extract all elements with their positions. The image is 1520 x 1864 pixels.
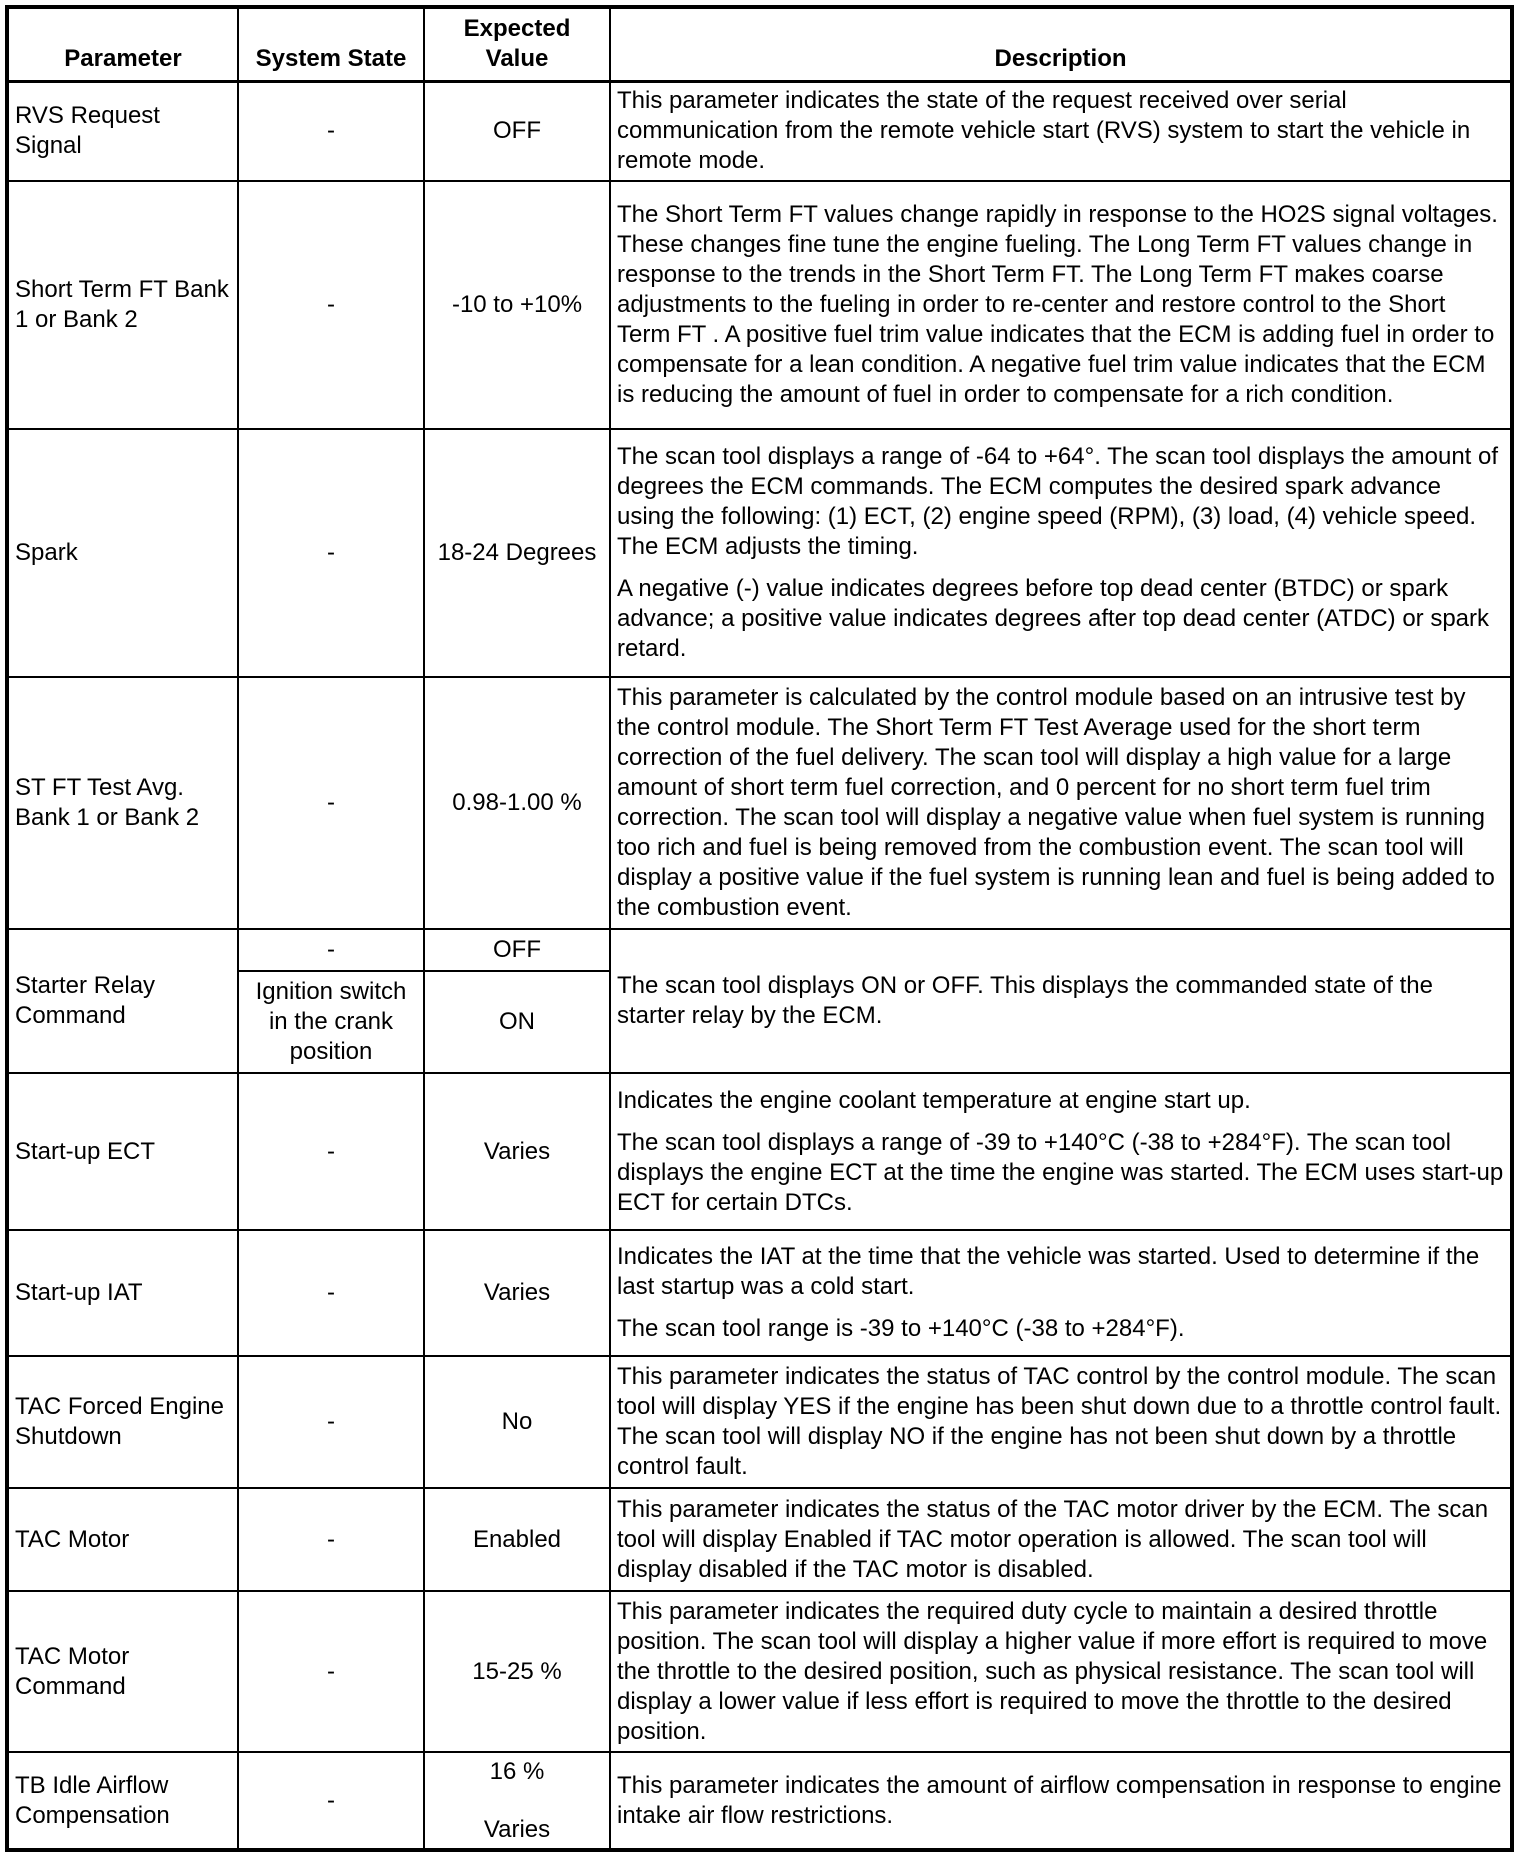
header-system-state: System State: [238, 7, 424, 81]
expected-value: 15-25 %: [424, 1591, 610, 1752]
expected-value: Varies: [483, 1815, 551, 1843]
expected-value: No: [424, 1356, 610, 1488]
description: [610, 1488, 1512, 1591]
description: [610, 1752, 1512, 1850]
table-row: [7, 1488, 1512, 1591]
description-paragraph: This parameter indicates the status of the TAC motor driver by the ECM. The scan tool will display Enabled if TAC motor operation is allowed. The scan tool will display disabled if the TAC motor is disabled.: [617, 1495, 1489, 1583]
system-state: -: [238, 1356, 424, 1488]
parameter-name: Start-up IAT: [7, 1230, 238, 1356]
system-state: -: [238, 677, 424, 929]
expected-values: [424, 1752, 610, 1850]
description: [610, 1230, 1512, 1356]
table-row: [7, 1073, 1512, 1230]
parameter-name: TAC Motor Command: [7, 1591, 238, 1752]
parameter-name: TB Idle Airflow Compensation: [7, 1752, 238, 1850]
parameter-name: Spark: [7, 429, 238, 677]
parameter-table: [5, 5, 1514, 1852]
system-state: -: [238, 181, 424, 429]
description: [610, 181, 1512, 429]
description-paragraph: The Short Term FT values change rapidly in response to the HO2S signal voltages. These changes fine tune the engine fueling. The Long Term FT values change in response to the trends in the Short Term FT. The Long Term FT makes coarse adjustments to the fueling in order to re-center and restore control to the Short Term FT . A positive fuel trim value indicates that the ECM is adding fuel in order to compensate for a lean condition. A negative fuel trim value indicates that the ECM is reducing the amount of fuel in order to compensate for a rich condition.: [617, 201, 1498, 408]
description: [610, 1356, 1512, 1488]
header-description: Description: [610, 7, 1512, 81]
system-state: -: [238, 1073, 424, 1230]
description: [610, 429, 1512, 677]
expected-value: OFF: [424, 929, 610, 971]
system-state: -: [238, 81, 424, 181]
header-expected-value: [424, 7, 610, 81]
system-state: -: [238, 929, 424, 971]
header-row: [7, 7, 1512, 81]
description-paragraph: This parameter indicates the state of the request received over serial communication from the remote vehicle start (RVS) system to start the vehicle in remote mode.: [617, 87, 1471, 175]
expected-value: 16 %: [489, 1757, 545, 1785]
description-paragraph: The scan tool range is -39 to +140°C (-38 to +284°F).: [617, 1315, 1185, 1342]
table-row: [7, 1752, 1512, 1850]
system-state: Ignition switch in the crank position: [238, 971, 424, 1073]
system-state: -: [238, 1591, 424, 1752]
table-row: [7, 429, 1512, 677]
parameter-name: Short Term FT Bank 1 or Bank 2: [7, 181, 238, 429]
expected-value: OFF: [424, 81, 610, 181]
system-state: -: [238, 1488, 424, 1591]
description-paragraph: This parameter indicates the amount of airflow compensation in response to engine intake air flow restrictions.: [617, 1771, 1502, 1829]
expected-value: Varies: [424, 1230, 610, 1356]
description-paragraph: The scan tool displays ON or OFF. This displays the commanded state of the starter relay by the ECM.: [617, 972, 1433, 1029]
parameter-name: TAC Forced Engine Shutdown: [7, 1356, 238, 1488]
description-paragraph: This parameter indicates the status of TAC control by the control module. The scan tool will display YES if the engine has been shut down due to a throttle control fault. The scan tool will display NO if the engine has not been shut down by a throttle control fault.: [617, 1363, 1502, 1480]
table-row: [7, 677, 1512, 929]
system-state: -: [238, 1752, 424, 1850]
table-row: [7, 181, 1512, 429]
table-row: [7, 1591, 1512, 1752]
table-row: [7, 929, 1512, 971]
description-paragraph: A negative (-) value indicates degrees before top dead center (BTDC) or spark advance; a positive value indicates degrees after top dead center (ATDC) or spark retard.: [617, 575, 1490, 662]
system-state: -: [238, 1230, 424, 1356]
parameter-name: TAC Motor: [7, 1488, 238, 1591]
description-paragraph: The scan tool displays a range of -64 to +64°. The scan tool displays the amount of degrees the ECM commands. The ECM computes the desired spark advance using the following: (1) ECT, (2) engine speed (RPM), (3) load, (4) vehicle speed. The ECM adjusts the timing.: [617, 443, 1499, 560]
header-expected-line2: Value: [485, 44, 549, 72]
expected-value: Varies: [424, 1073, 610, 1230]
header-expected-line1: Expected: [463, 14, 571, 42]
parameter-name: ST FT Test Avg. Bank 1 or Bank 2: [7, 677, 238, 929]
description: [610, 1591, 1512, 1752]
expected-value: ON: [424, 971, 610, 1073]
expected-value: -10 to +10%: [424, 181, 610, 429]
table-row: [7, 81, 1512, 181]
parameter-name: RVS Request Signal: [7, 81, 238, 181]
description-paragraph: Indicates the engine coolant temperature at engine start up.: [617, 1086, 1251, 1114]
expected-value: 0.98-1.00 %: [424, 677, 610, 929]
description-paragraph: This parameter indicates the required duty cycle to maintain a desired throttle position. The scan tool will display a higher value if more effort is required to move the throttle to the desired position, such as physical resistance. The scan tool will display a lower value if less effort is required to move the throttle to the desired position.: [617, 1597, 1488, 1745]
table-row: [7, 1230, 1512, 1356]
system-state: -: [238, 429, 424, 677]
parameter-name: Start-up ECT: [7, 1073, 238, 1230]
description: [610, 1073, 1512, 1230]
expected-value: Enabled: [424, 1488, 610, 1591]
parameter-name: Starter Relay Command: [7, 929, 238, 1073]
description-paragraph: The scan tool displays a range of -39 to +140°C (-38 to +284°F). The scan tool displays the engine ECT at the time the engine was started. The ECM uses start-up ECT for certain DTCs.: [617, 1128, 1504, 1216]
description: [610, 677, 1512, 929]
header-parameter: Parameter: [7, 7, 238, 81]
description-paragraph: This parameter is calculated by the control module based on an intrusive test by the control module. The Short Term FT Test Average used for the short term correction of the fuel delivery. The scan tool will display a high value for a large amount of short term fuel correction, and 0 percent for no short term fuel trim correction. The scan tool will display a negative value when fuel system is running too rich and fuel is being removed from the combustion event. The scan tool will display a positive value if the fuel system is running lean and fuel is being added to the combustion event.: [617, 684, 1495, 921]
description: [610, 929, 1512, 1073]
expected-value: 18-24 Degrees: [424, 429, 610, 677]
description-paragraph: Indicates the IAT at the time that the vehicle was started. Used to determine if the last startup was a cold start.: [617, 1243, 1480, 1300]
table-row: [7, 1356, 1512, 1488]
description: [610, 81, 1512, 181]
